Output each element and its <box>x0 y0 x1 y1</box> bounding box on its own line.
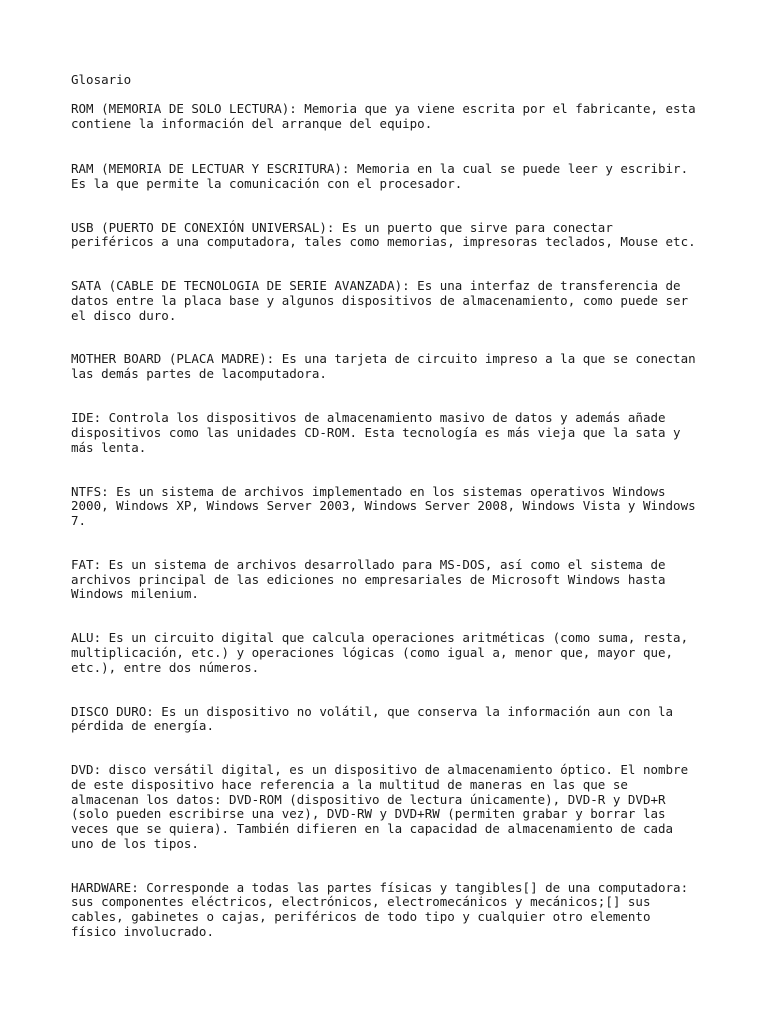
entry-dvd-line-3: almacenan los datos: DVD-ROM (dispositivo de lectura únicamente), DVD-R y DVD+R <box>71 792 666 807</box>
entry-ide-line-1: IDE: Controla los dispositivos de almacenamiento masivo de datos y además añade <box>71 410 666 425</box>
entry-sata-line-1: SATA (CABLE DE TECNOLOGIA DE SERIE AVANZADA): Es una interfaz de transferencia de <box>71 278 681 293</box>
entry-fat-line-1: FAT: Es un sistema de archivos desarrollado para MS-DOS, así como el sistema de <box>71 557 666 572</box>
entry-dvd-line-2: de este dispositivo hace referencia a la multitud de maneras en las que se <box>71 777 628 792</box>
entry-disco-duro-line-1: DISCO DURO: Es un dispositivo no volátil, que conserva la información aun con la <box>71 704 674 719</box>
entry-motherboard-line-1: MOTHER BOARD (PLACA MADRE): Es una tarjeta de circuito impreso a la que se conectan <box>71 351 696 366</box>
entry-hardware-line-3: cables, gabinetes o cajas, periféricos de todo tipo y cualquier otro elemento <box>71 909 651 924</box>
entry-disco-duro-line-2: pérdida de energía. <box>71 718 214 733</box>
entry-hardware-line-4: físico involucrado. <box>71 924 214 939</box>
entry-dvd-line-5: veces que se quiera). También difieren en la capacidad de almacenamiento de cada <box>71 821 674 836</box>
entry-usb-line-1: USB (PUERTO DE CONEXIÓN UNIVERSAL): Es un puerto que sirve para conectar <box>71 220 613 235</box>
document-title: Glosario <box>71 72 132 87</box>
entry-dvd-line-4: (solo pueden escribirse una vez), DVD-RW y DVD+RW (permiten grabar y borrar las <box>71 806 666 821</box>
entry-hardware-line-2: sus componentes eléctricos, electrónicos, electromecánicos y mecánicos;[] sus <box>71 894 651 909</box>
entry-fat-line-2: archivos principal de las ediciones no empresariales de Microsoft Windows hasta <box>71 572 666 587</box>
entry-alu-line-3: etc.), entre dos números. <box>71 660 260 675</box>
entry-rom-line-1: ROM (MEMORIA DE SOLO LECTURA): Memoria que ya viene escrita por el fabricante, esta <box>71 101 696 116</box>
entry-ram-line-1: RAM (MEMORIA DE LECTUAR Y ESCRITURA): Memoria en la cual se puede leer y escribir. <box>71 161 689 176</box>
entry-dvd-line-1: DVD: disco versátil digital, es un dispositivo de almacenamiento óptico. El nombre <box>71 762 689 777</box>
entry-rom-line-2: contiene la información del arranque del equipo. <box>71 116 433 131</box>
entry-ide-line-2: dispositivos como las unidades CD-ROM. Esta tecnología es más vieja que la sata y <box>71 425 681 440</box>
entry-sata-line-3: el disco duro. <box>71 308 177 323</box>
entry-ntfs-line-2: 2000, Windows XP, Windows Server 2003, Windows Server 2008, Windows Vista y Windows <box>71 498 696 513</box>
entry-alu-line-2: multiplicación, etc.) y operaciones lógicas (como igual a, menor que, mayor que, <box>71 645 674 660</box>
entry-ram-line-2: Es la que permite la comunicación con el procesador. <box>71 176 463 191</box>
entry-sata-line-2: datos entre la placa base y algunos dispositivos de almacenamiento, como puede ser <box>71 293 689 308</box>
entry-usb-line-2: periféricos a una computadora, tales como memorias, impresoras teclados, Mouse etc. <box>71 234 696 249</box>
entry-dvd-line-6: uno de los tipos. <box>71 836 199 851</box>
entry-ntfs-line-3: 7. <box>71 513 87 528</box>
entry-ntfs-line-1: NTFS: Es un sistema de archivos implementado en los sistemas operativos Windows <box>71 484 666 499</box>
entry-motherboard-line-2: las demás partes de lacomputadora. <box>71 366 327 381</box>
entry-ide-line-3: más lenta. <box>71 440 147 455</box>
entry-fat-line-3: Windows milenium. <box>71 586 199 601</box>
entry-alu-line-1: ALU: Es un circuito digital que calcula operaciones aritméticas (como suma, resta, <box>71 630 689 645</box>
entry-hardware-line-1: HARDWARE: Corresponde a todas las partes físicas y tangibles[] de una computadora: <box>71 880 689 895</box>
